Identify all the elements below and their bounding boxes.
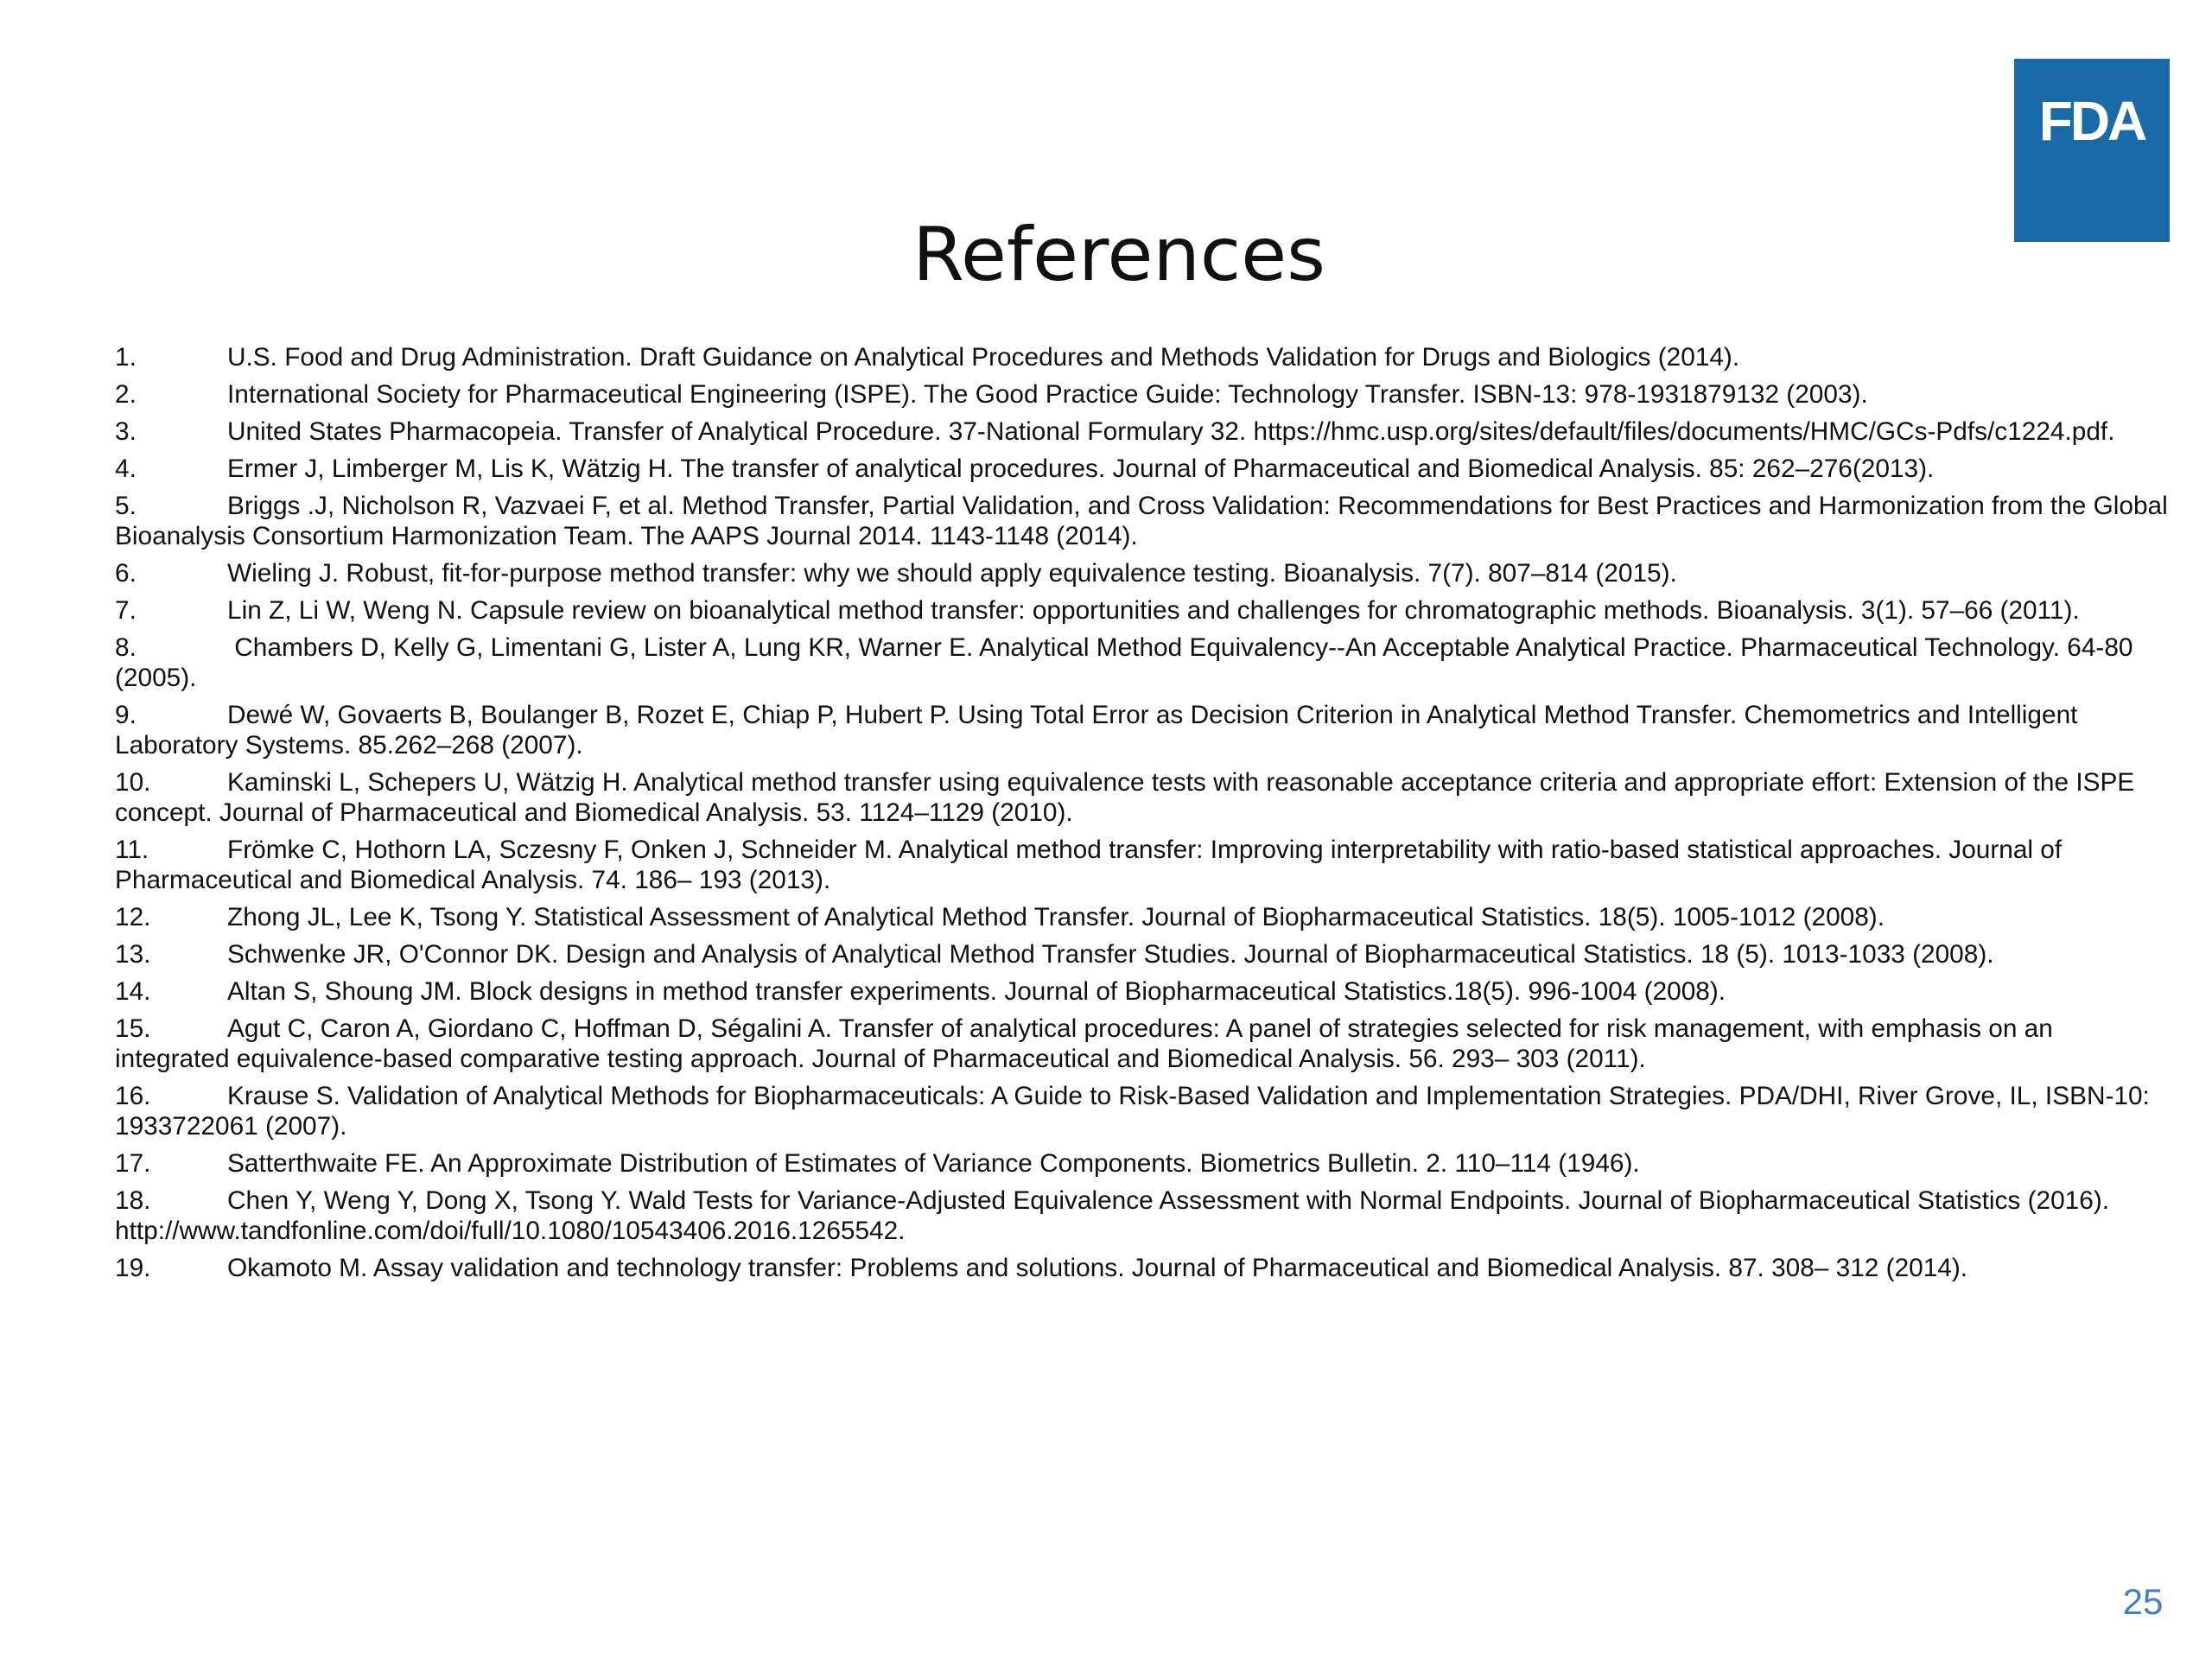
svg-text:FDA: FDA	[2038, 90, 2145, 150]
reference-number: 16.	[115, 1082, 151, 1110]
reference-number: 15.	[115, 1014, 151, 1043]
reference-text: U.S. Food and Drug Administration. Draft Guidance on Analytical Procedures and Methods Validation for Drugs and Biologics (2014).	[227, 343, 1740, 372]
reference-number: 11.	[115, 836, 149, 864]
reference-number: 17.	[115, 1149, 151, 1178]
reference-text: Kaminski L, Schepers U, Wätzig H. Analytical method transfer using equivalence tests with reasonable acceptance criteria and appropriate effort: Extension of the ISPE concept. Journal of Pharmaceutical and Biomedical Analysis. 53. 1124–1129 (2010).	[115, 768, 2135, 827]
reference-text: Schwenke JR, O'Connor DK. Design and Analysis of Analytical Method Transfer Studies. Journal of Biopharmaceutical Statistics. 18 (5). 1013-1033 (2008).	[227, 940, 1994, 969]
reference-item	[115, 1185, 2171, 1246]
reference-number: 14.	[115, 977, 151, 1006]
reference-text: Wieling J. Robust, fit-for-purpose method transfer: why we should apply equivalence testing. Bioanalysis. 7(7). 807–814 (2015).	[227, 559, 1677, 588]
reference-item	[115, 491, 2171, 551]
references-list	[115, 342, 2171, 1290]
page-title: References	[912, 212, 1325, 298]
reference-number: 1.	[115, 343, 137, 372]
reference-text: Satterthwaite FE. An Approximate Distribution of Estimates of Variance Components. Biometrics Bulletin. 2. 110–114 (1946).	[227, 1149, 1640, 1178]
reference-number: 4.	[115, 454, 137, 483]
reference-number: 6.	[115, 559, 137, 588]
reference-text: Altan S, Shoung JM. Block designs in method transfer experiments. Journal of Biopharmaceutical Statistics.18(5). 996-1004 (2008).	[227, 977, 1726, 1006]
reference-item	[115, 976, 2171, 1007]
reference-item	[115, 342, 2171, 372]
reference-text: Briggs .J, Nicholson R, Vazvaei F, et al. Method Transfer, Partial Validation, and Cross Validation: Recommendations for Best Practices and Harmonization from the Global Bioanalysis Consortium Harmonization Team. The AAPS Journal 2014. 1143-1148 (2014).	[115, 492, 2168, 550]
reference-number: 2.	[115, 380, 137, 409]
reference-text: Chambers D, Kelly G, Limentani G, Lister A, Lung KR, Warner E. Analytical Method Equivalency--An Acceptable Analytical Practice. Pharmaceutical Technology. 64-80 (2005).	[115, 633, 2133, 692]
reference-text: Okamoto M. Assay validation and technology transfer: Problems and solutions. Journal of Pharmaceutical and Biomedical Analysis. 87. 308– 312 (2014).	[227, 1254, 1968, 1282]
reference-text: Krause S. Validation of Analytical Methods for Biopharmaceuticals: A Guide to Risk-Based Validation and Implementation Strategies. PDA/DHI, River Grove, IL, ISBN-10: 1933722061 (2007).	[115, 1082, 2150, 1141]
reference-item	[115, 939, 2171, 969]
reference-item	[115, 902, 2171, 932]
reference-number: 5.	[115, 492, 137, 520]
reference-item	[115, 454, 2171, 484]
reference-text: Zhong JL, Lee K, Tsong Y. Statistical Assessment of Analytical Method Transfer. Journal of Biopharmaceutical Statistics. 18(5). 1005-1012 (2008).	[227, 903, 1885, 931]
reference-text: Dewé W, Govaerts B, Boulanger B, Rozet E, Chiap P, Hubert P. Using Total Error as Decision Criterion in Analytical Method Transfer. Chemometrics and Intelligent Laboratory Systems. 85.262–268 (2007).	[115, 701, 2078, 760]
reference-item	[115, 1148, 2171, 1179]
reference-item	[115, 1081, 2171, 1141]
reference-text: Ermer J, Limberger M, Lis K, Wätzig H. The transfer of analytical procedures. Journal of Pharmaceutical and Biomedical Analysis. 85: 262–276(2013).	[227, 454, 1935, 483]
reference-number: 3.	[115, 417, 137, 446]
reference-number: 19.	[115, 1254, 151, 1282]
reference-item	[115, 700, 2171, 760]
page-number: 25	[2122, 1581, 2164, 1622]
reference-text: Chen Y, Weng Y, Dong X, Tsong Y. Wald Tests for Variance-Adjusted Equivalence Assessment with Normal Endpoints. Journal of Biopharmaceutical Statistics (2016). http://www.tandfonline.com/doi/full/10.1080/10543406.2016.1265542.	[115, 1186, 2110, 1245]
reference-item	[115, 416, 2171, 447]
reference-text: Lin Z, Li W, Weng N. Capsule review on bioanalytical method transfer: opportunities and challenges for chromatographic methods. Bioanalysis. 3(1). 57–66 (2011).	[227, 596, 2080, 625]
reference-item	[115, 595, 2171, 626]
reference-item	[115, 1014, 2171, 1074]
reference-text: Frömke C, Hothorn LA, Sczesny F, Onken J, Schneider M. Analytical method transfer: Improving interpretability with ratio-based statistical approaches. Journal of Pharmaceutical and Biomedical Analysis. 74. 186– 193 (2013).	[115, 836, 2063, 894]
reference-number: 8.	[115, 633, 137, 662]
reference-number: 12.	[115, 903, 151, 931]
reference-number: 9.	[115, 701, 137, 729]
reference-item	[115, 558, 2171, 588]
reference-text: International Society for Pharmaceutical Engineering (ISPE). The Good Practice Guide: Technology Transfer. ISBN-13: 978-1931879132 (2003).	[227, 380, 1868, 409]
reference-number: 18.	[115, 1186, 151, 1215]
reference-number: 7.	[115, 596, 137, 625]
reference-item	[115, 835, 2171, 895]
reference-item	[115, 632, 2171, 693]
reference-item	[115, 379, 2171, 410]
fda-logo-icon	[2027, 90, 2157, 150]
reference-item	[115, 767, 2171, 828]
reference-item	[115, 1253, 2171, 1283]
reference-number: 13.	[115, 940, 151, 969]
reference-text: Agut C, Caron A, Giordano C, Hoffman D, Ségalini A. Transfer of analytical procedures: A panel of strategies selected for risk management, with emphasis on an integrated equivalence-based comparative testing approach. Journal of Pharmaceutical and Biomedical Analysis. 56. 293– 303 (2011).	[115, 1014, 2053, 1073]
reference-number: 10.	[115, 768, 151, 797]
reference-text: United States Pharmacopeia. Transfer of Analytical Procedure. 37-National Formulary 32. https://hmc.usp.org/sites/default/files/documents/HMC/GCs-Pdfs/c1224.pdf.	[227, 417, 2115, 446]
